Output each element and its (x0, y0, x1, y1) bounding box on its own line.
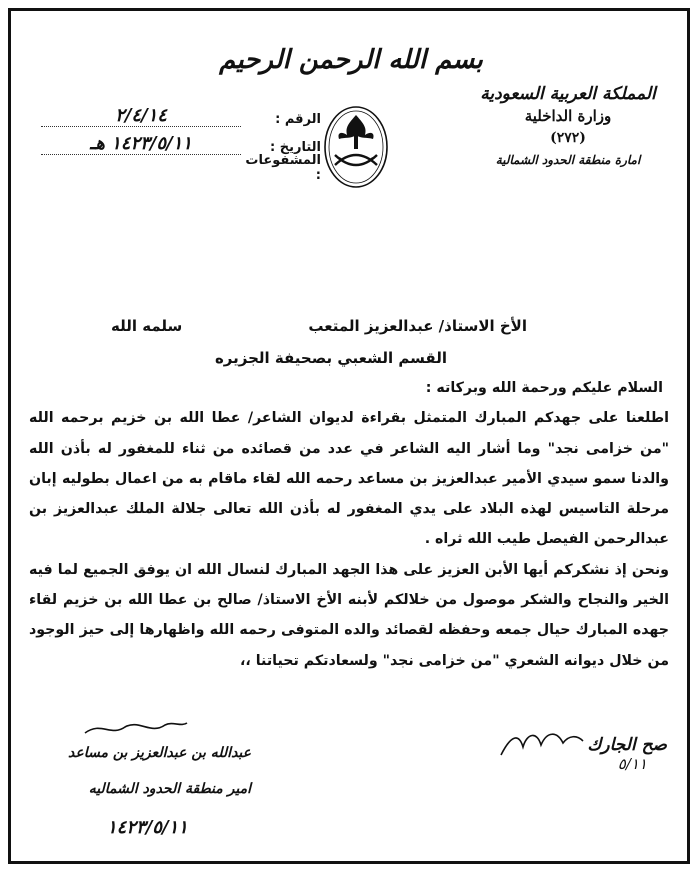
saudi-emblem-icon (321, 101, 391, 191)
handwritten-initials-date: ٥/١١ (617, 755, 647, 773)
body-paragraph-1: اطلعنا على جهدكم المبارك المتمثل بقراءة لديوان الشاعر/ عطا الله بن خزيم برحمه الله "من خزامى نجد" وما أشار اليه الشاعر في عدد من قصائده من ثناء للمغفور له بأذن الله والدنا سمو سيدي الأمير عبدالعزيز بن مساعد رحمه الله لقاء ماقام به من اعمال بطوليه إبان مرحلة التاسيس لهذه البلاد على يدي المغفور له بأذن الله تعالى جلالة الملك عبدالعزيز بن عبدالرحمن الفيصل طيب الله ثراه . (29, 410, 669, 548)
meta-number-row (41, 99, 321, 127)
letter-page (8, 8, 690, 864)
attachments-label: المشفوعات : (245, 153, 321, 183)
number-label: الرقم : (275, 112, 321, 127)
date-value: ١٤٢٣/٥/١١ هـ (41, 133, 241, 155)
handwritten-scribble-icon (497, 725, 587, 761)
recipient-department: القسم الشعبي بصحيفة الجزيره (214, 349, 447, 367)
signatory-name: عبدالله بن عبدالعزيز بن مساعد (68, 745, 251, 761)
letter-meta (41, 99, 321, 183)
signatory-title: امير منطقة الحدود الشماليه (88, 781, 251, 797)
basmala-heading: بسم الله الرحمن الرحيم (219, 45, 483, 75)
org-ministry: وزارة الداخلية (524, 107, 612, 125)
handwritten-initials: صح الجارك (587, 735, 667, 755)
organization-header (463, 83, 673, 171)
salutation: السلام عليكم ورحمة الله وبركاته : (425, 380, 663, 396)
letter-body (29, 373, 669, 676)
body-paragraph-2: ونحن إذ نشكركم أيها الأبن العزيز على هذا الجهد المبارك لنسال الله ان يوفق الجميع لما فيه الخير والنجاح والشكر موصول من خلالكم لأبنه الأخ الاستاذ/ صالح بن عطا الله بن خزيم لقاء جهده المبارك حيال جمعه وحفظه لقصائد والده المتوفى رحمه الله واظهارها إلى حيز الوجود من خلال ديوانه الشعري "من خزامى نجد" ولسعادتكم تحياتنا ،، (29, 561, 669, 669)
recipient-greeting: سلمه الله (111, 317, 183, 335)
org-kingdom: المملكة العربية السعودية (480, 84, 656, 104)
meta-date-row (41, 127, 321, 155)
meta-attachments-row (41, 155, 321, 183)
org-emirate: امارة منطقة الحدود الشمالية (495, 153, 641, 167)
number-value: ٢/٤/١٤ (41, 105, 241, 127)
date-label: التاريخ : (270, 140, 321, 155)
signature-scribble-icon (81, 717, 191, 741)
org-code: (٢٧٢) (550, 130, 586, 146)
handwritten-date: ١٤٢٣/٥/١١ (107, 817, 188, 838)
recipient-name: الأخ الاستاذ/ عبدالعزيز المتعب (308, 317, 527, 335)
